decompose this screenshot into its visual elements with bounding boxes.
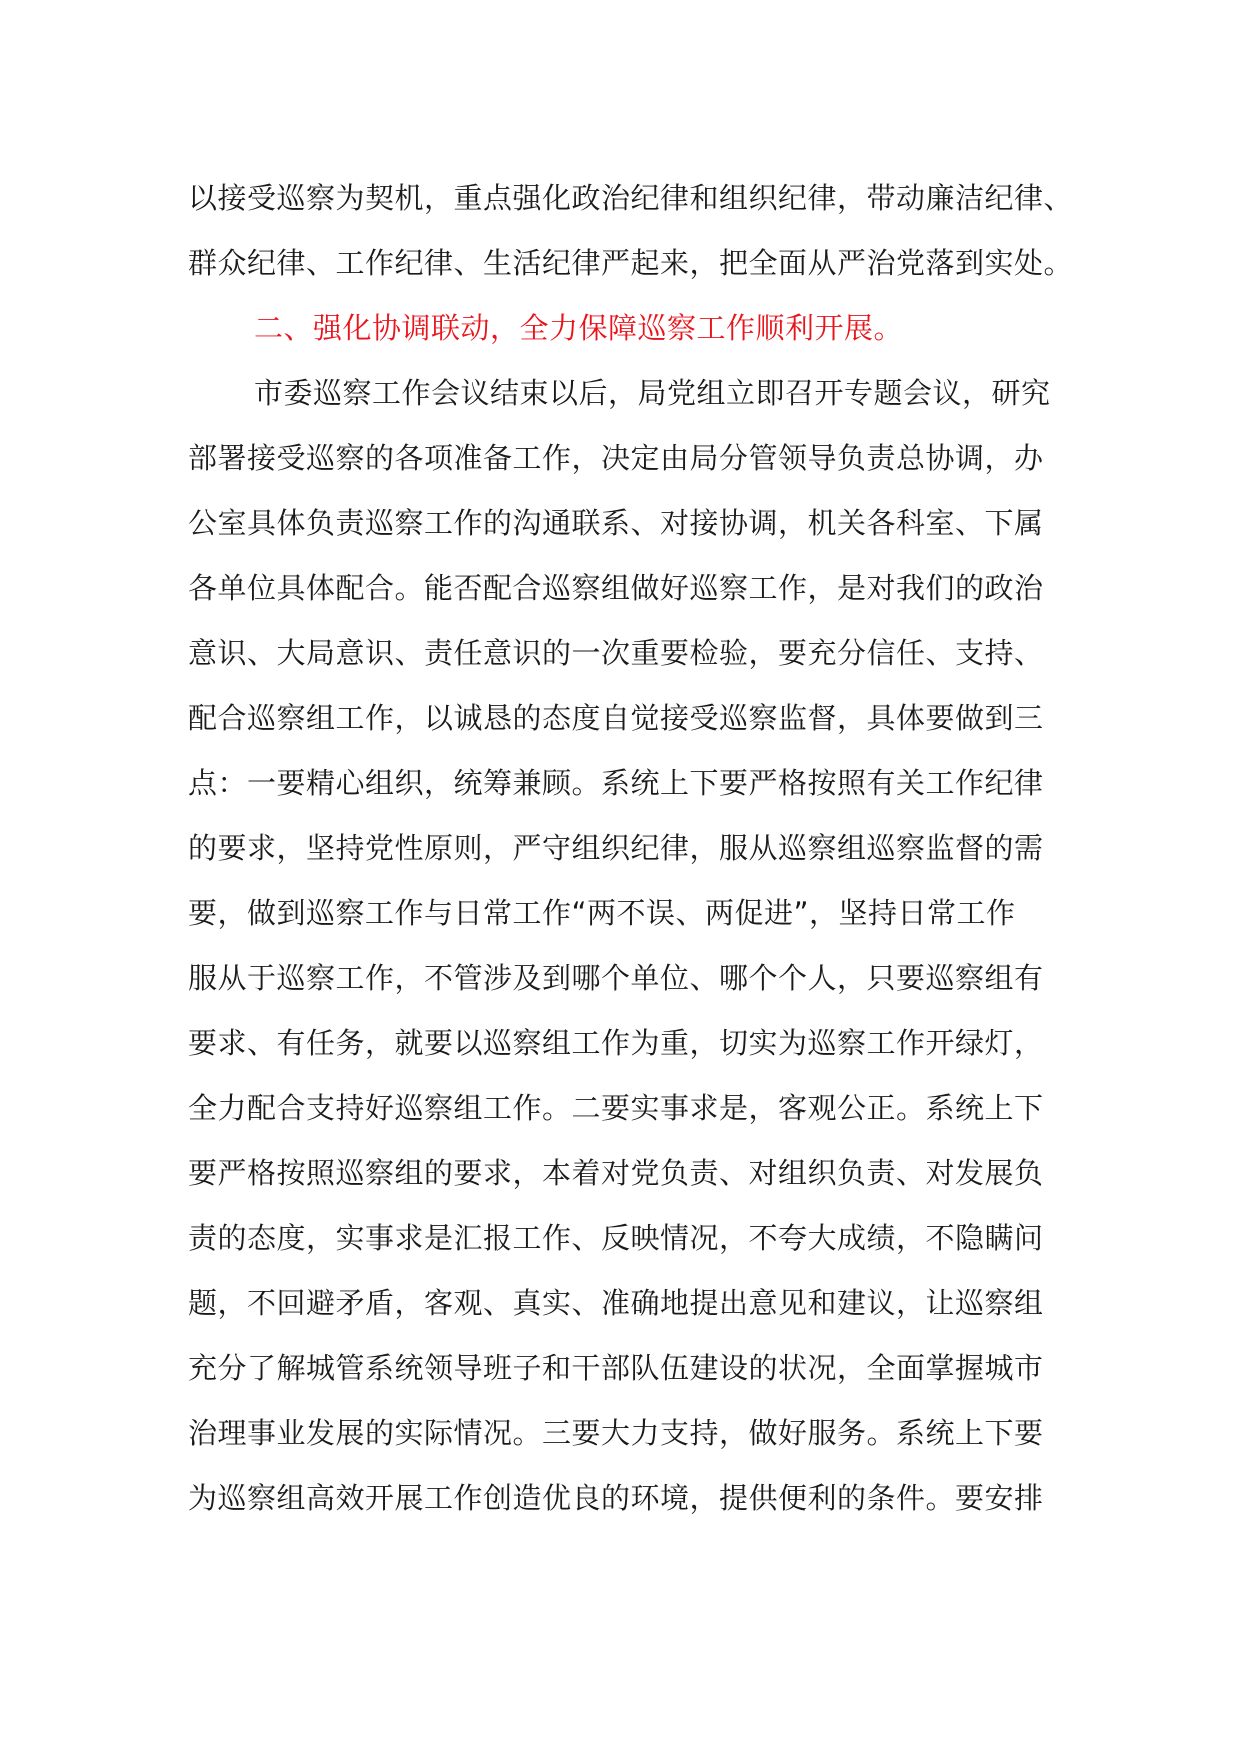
paragraph-line: 市委巡察工作会议结束以后，局党组立即召开专题会议，研究	[254, 376, 1051, 410]
paragraph-line: 部署接受巡察的各项准备工作，决定由局分管领导负责总协调，办	[188, 441, 1044, 475]
paragraph-line: 以接受巡察为契机，重点强化政治纪律和组织纪律，带动廉洁纪律、	[188, 181, 1074, 215]
paragraph-line: 治理事业发展的实际情况。三要大力支持，做好服务。系统上下要	[188, 1416, 1044, 1450]
paragraph-line: 要，做到巡察工作与日常工作“两不误、两促进”，坚持日常工作	[188, 896, 1016, 930]
paragraph-line: 充分了解城管系统领导班子和干部队伍建设的状况，全面掌握城市	[188, 1351, 1044, 1385]
paragraph-line: 群众纪律、工作纪律、生活纪律严起来，把全面从严治党落到实处。	[188, 246, 1074, 280]
paragraph-line: 要严格按照巡察组的要求，本着对党负责、对组织负责、对发展负	[188, 1156, 1044, 1190]
section-heading: 二、强化协调联动，全力保障巡察工作顺利开展。	[254, 311, 904, 345]
paragraph-line: 全力配合支持好巡察组工作。二要实事求是，客观公正。系统上下	[188, 1091, 1044, 1125]
paragraph-line: 服从于巡察工作，不管涉及到哪个单位、哪个个人，只要巡察组有	[188, 961, 1044, 995]
paragraph-line: 公室具体负责巡察工作的沟通联系、对接协调，机关各科室、下属	[188, 506, 1044, 540]
paragraph-line: 配合巡察组工作，以诚恳的态度自觉接受巡察监督，具体要做到三	[188, 701, 1044, 735]
paragraph-line: 的要求，坚持党性原则，严守组织纪律，服从巡察组巡察监督的需	[188, 831, 1044, 865]
paragraph-line: 意识、大局意识、责任意识的一次重要检验，要充分信任、支持、	[188, 636, 1044, 670]
paragraph-line: 题，不回避矛盾，客观、真实、准确地提出意见和建议，让巡察组	[188, 1286, 1044, 1320]
paragraph-line: 责的态度，实事求是汇报工作、反映情况，不夸大成绩，不隐瞒问	[188, 1221, 1044, 1255]
paragraph-line: 要求、有任务，就要以巡察组工作为重，切实为巡察工作开绿灯，	[188, 1026, 1044, 1060]
paragraph-line: 为巡察组高效开展工作创造优良的环境，提供便利的条件。要安排	[188, 1481, 1044, 1515]
paragraph-line: 各单位具体配合。能否配合巡察组做好巡察工作，是对我们的政治	[188, 571, 1044, 605]
paragraph-line: 点：一要精心组织，统筹兼顾。系统上下要严格按照有关工作纪律	[188, 766, 1044, 800]
document-body	[188, 166, 1074, 1531]
